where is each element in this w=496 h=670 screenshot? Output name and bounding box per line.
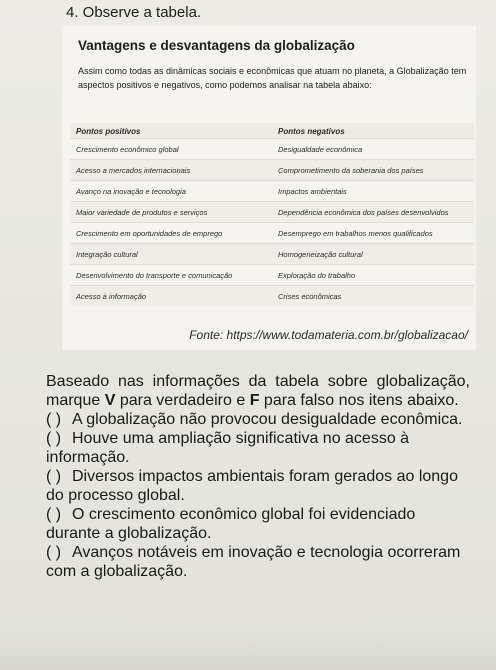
- statement-text: O crescimento econômico global foi evidenciado durante a globalização.: [46, 506, 416, 542]
- answer-blank[interactable]: ( ): [46, 544, 62, 561]
- table-cell-negative: Impactos ambientais: [272, 181, 474, 202]
- statement-text: Avanços notáveis em inovação e tecnologia ocorreram com a globalização.: [46, 544, 461, 580]
- card-title: Vantagens e desvantagens da globalização: [78, 38, 355, 53]
- false-marker: F: [249, 392, 260, 409]
- table-cell-positive: Integração cultural: [70, 244, 272, 265]
- table-cell-positive: Avanço na inovação e tecnologia: [70, 181, 272, 202]
- table-cell-positive: Acesso à informação: [70, 286, 272, 307]
- table-row: [70, 223, 474, 244]
- exercise-body: [46, 372, 470, 581]
- card-intro: Assim como todas as dinâmicas sociais e econômicas que atuam no planeta, a Globalização tem aspectos positivos e negativos, como podemos analisar na tabela abaixo:: [78, 66, 467, 90]
- table-row: [70, 160, 474, 181]
- table-cell-positive: Maior variedade de produtos e serviços: [70, 202, 272, 223]
- statement-3: [46, 467, 470, 505]
- statement-1: [46, 410, 470, 429]
- instructions-post: para falso nos itens abaixo.: [259, 392, 459, 409]
- table-row: [70, 265, 474, 286]
- answer-blank[interactable]: ( ): [46, 411, 62, 428]
- source-image-card: [62, 26, 476, 350]
- table-cell-positive: Crescimento em oportunidades de emprego: [70, 223, 272, 244]
- statement-text: Diversos impactos ambientais foram gerados ao longo do processo global.: [46, 468, 458, 504]
- statement-text: A globalização não provocou desigualdade econômica.: [72, 411, 463, 428]
- statement-5: [46, 543, 470, 581]
- header-negative: Pontos negativos: [272, 123, 474, 139]
- table-row: [70, 244, 474, 265]
- instructions-pre: Baseado nas informações da tabela sobre globalização, marque: [46, 373, 470, 409]
- photo-shadow: [0, 630, 496, 670]
- table-cell-positive: Acesso a mercados internacionais: [70, 160, 272, 181]
- answer-blank[interactable]: ( ): [46, 468, 62, 485]
- table-cell-negative: Homogeneização cultural: [272, 244, 474, 265]
- statement-text: Houve uma ampliação significativa no acesso à informação.: [46, 430, 410, 466]
- instructions: [46, 372, 470, 410]
- table-cell-negative: Desigualdade econômica: [272, 139, 474, 160]
- table-cell-negative: Exploração do trabalho: [272, 265, 474, 286]
- table-cell-negative: Comprometimento da soberania dos países: [272, 160, 474, 181]
- table-header-row: [70, 123, 474, 139]
- pros-cons-table: [70, 123, 474, 306]
- answer-blank[interactable]: ( ): [46, 506, 62, 523]
- table-row: [70, 139, 474, 160]
- table-row: [70, 286, 474, 307]
- statement-2: [46, 429, 470, 467]
- table-cell-negative: Dependência econômica dos países desenvolvidos: [272, 202, 474, 223]
- table-row: [70, 202, 474, 223]
- statement-4: [46, 505, 470, 543]
- table-row: [70, 181, 474, 202]
- true-marker: V: [104, 392, 116, 409]
- instructions-mid: para verdadeiro e: [115, 392, 250, 409]
- source-citation: Fonte: https://www.todamateria.com.br/globalizacao/: [189, 328, 468, 342]
- table-cell-positive: Crescimento econômico global: [70, 139, 272, 160]
- table-cell-positive: Desenvolvimento do transporte e comunicação: [70, 265, 272, 286]
- header-positive: Pontos positivos: [70, 123, 272, 139]
- table-cell-negative: Crises econômicas: [272, 286, 474, 307]
- table-cell-negative: Desemprego em trabalhos menos qualificados: [272, 223, 474, 244]
- question-title: 4. Observe a tabela.: [66, 4, 202, 21]
- answer-blank[interactable]: ( ): [46, 430, 62, 447]
